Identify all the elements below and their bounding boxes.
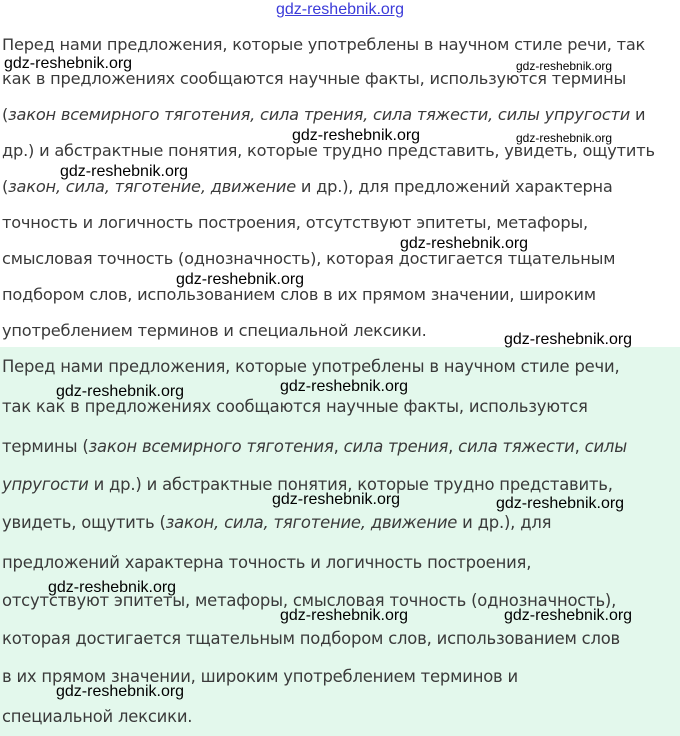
text-fragment: и — [630, 105, 646, 124]
text-line: точность и логичность построения, отсутствуют эпитеты, метафоры, — [2, 213, 588, 232]
answer-block-highlighted — [0, 347, 680, 736]
watermark: gdz-reshebnik.org — [272, 491, 401, 508]
text-line: предложений характерна точность и логичность построения, — [2, 553, 532, 572]
answer-block-original — [0, 29, 680, 347]
italic-terms: закон, сила, тяготение, движение — [8, 177, 296, 196]
text-fragment: , — [448, 437, 459, 456]
text-fragment: , — [333, 437, 344, 456]
text-fragment: термины ( — [2, 437, 89, 456]
watermark: gdz-reshebnik.org — [56, 683, 185, 700]
watermark: gdz-reshebnik.org — [400, 235, 529, 252]
watermark: gdz-reshebnik.org — [280, 378, 409, 395]
text-line — [2, 513, 551, 533]
italic-term: сила тяжести — [458, 437, 575, 456]
watermark: gdz-reshebnik.org — [176, 271, 305, 288]
text-line: Перед нами предложения, которые употреблены в научном стиле речи, — [2, 357, 620, 376]
text-line: в их прямом значении, широким употреблением терминов и — [2, 667, 518, 686]
text-line: др.) и абстрактные понятия, которые трудно представить, увидеть, ощутить — [2, 141, 655, 160]
watermark: gdz-reshebnik.org — [280, 607, 409, 624]
text-line: подбором слов, использованием слов в их прямом значении, широким — [2, 285, 596, 304]
text-line: смысловая точность (однозначность), которая достигается тщательным — [2, 249, 616, 268]
text-fragment: и др.) и абстрактные понятия, которые трудно представить, — [88, 475, 613, 494]
watermark: gdz-reshebnik.org — [4, 55, 133, 72]
watermark: gdz-reshebnik.org — [56, 383, 185, 400]
text-line: специальной лексики. — [2, 707, 193, 726]
text-fragment: ( — [2, 105, 9, 124]
text-fragment: увидеть, ощутить ( — [2, 513, 166, 532]
italic-term: сила трения — [343, 437, 449, 456]
italic-term: упругости — [2, 475, 89, 494]
text-line: как в предложениях сообщаются научные факты, используются термины — [2, 69, 627, 88]
text-line: употреблением терминов и специальной лексики. — [2, 321, 427, 340]
text-line: которая достигается тщательным подбором слов, использованием слов — [2, 629, 621, 648]
site-watermark-link[interactable]: gdz-reshebnik.org — [275, 1, 405, 18]
italic-term: закон всемирного тяготения — [88, 437, 334, 456]
text-fragment: , — [574, 437, 585, 456]
watermark: gdz-reshebnik.org — [516, 59, 613, 73]
watermark: gdz-reshebnik.org — [504, 607, 633, 624]
text-line: отсутствуют эпитеты, метафоры, смысловая точность (однозначность), — [2, 591, 617, 610]
italic-term: силы — [584, 437, 627, 456]
text-line: так как в предложениях сообщаются научные факты, используются — [2, 397, 588, 416]
text-fragment: и др.), для — [457, 513, 552, 532]
text-line — [2, 437, 627, 457]
italic-terms: закон, сила, тяготение, движение — [165, 513, 458, 532]
text-fragment: и др.), для предложений характерна — [295, 177, 613, 196]
text-line: Перед нами предложения, которые употреблены в научном стиле речи, так — [2, 35, 646, 54]
watermark: gdz-reshebnik.org — [292, 127, 421, 144]
watermark: gdz-reshebnik.org — [496, 495, 625, 512]
watermark: gdz-reshebnik.org — [60, 163, 189, 180]
watermark: gdz-reshebnik.org — [504, 331, 633, 348]
italic-terms: закон всемирного тяготения, сила трения, сила тяжести, силы упругости — [8, 105, 631, 124]
watermark: gdz-reshebnik.org — [48, 579, 177, 596]
text-fragment: ( — [2, 177, 9, 196]
text-line — [2, 105, 645, 125]
watermark: gdz-reshebnik.org — [516, 131, 613, 145]
